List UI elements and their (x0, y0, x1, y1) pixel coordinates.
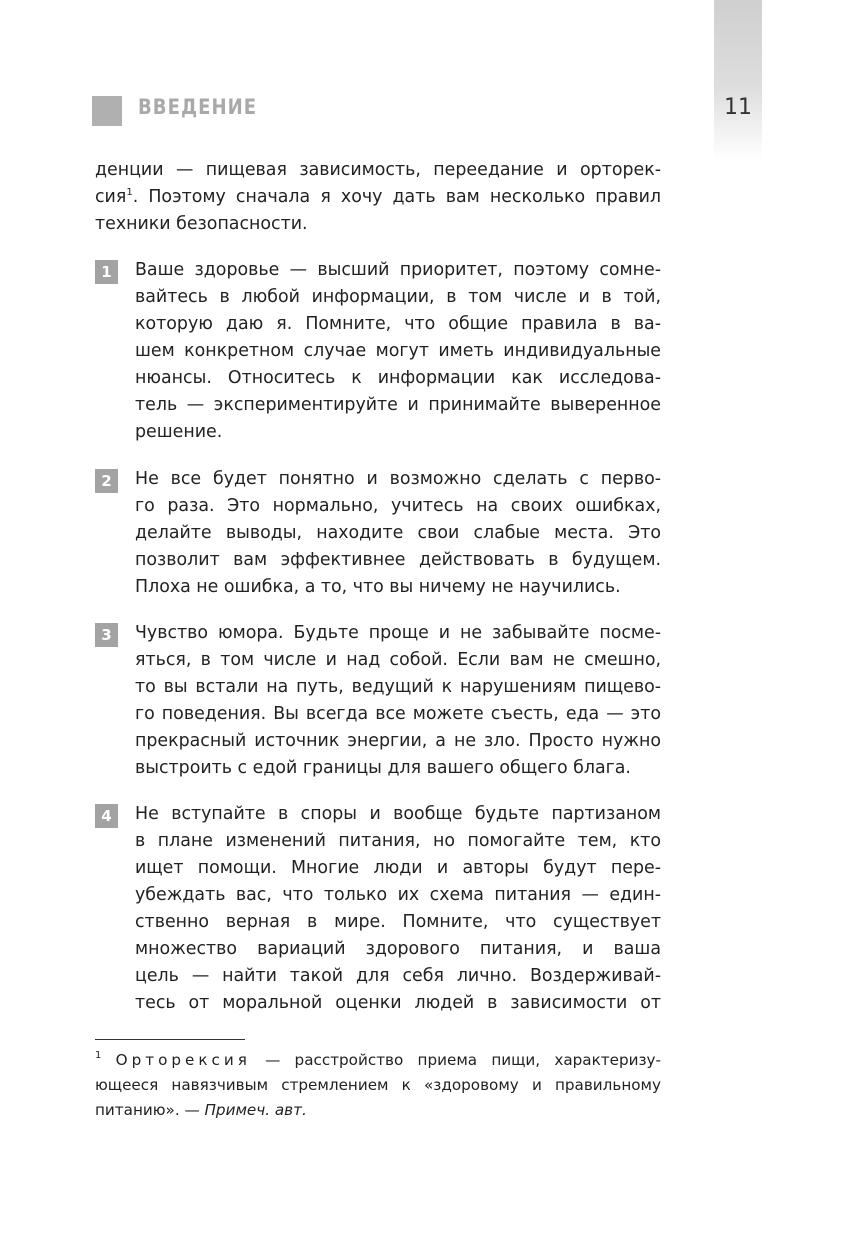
footnote-line (95, 1098, 661, 1123)
intro-text: сия (95, 187, 127, 207)
rule-line: вайтесь в любой информации, в том числе и в той, (135, 287, 661, 307)
intro-text: . Поэтому сначала я хочу дать вам несколько правил (132, 187, 661, 207)
rule-line: цель — найти такой для себя лично. Воздерживай- (135, 966, 661, 986)
rule-line: то вы встали на путь, ведущий к нарушениям пищево- (135, 677, 661, 697)
rule-line: ственно верная в мире. Помните, что существует (135, 912, 661, 932)
footnote-line (95, 1048, 661, 1073)
rule-line: го поведения. Вы всегда все можете съесть, еда — это (135, 704, 661, 724)
rule-line: тесь от моральной оценки людей в зависимости от (135, 993, 661, 1013)
footnote-divider (95, 1039, 245, 1040)
rule-text (135, 257, 661, 446)
rule-line: Плоха не ошибка, а то, что вы ничему не научились. (135, 577, 621, 597)
rule-line: решение. (135, 422, 223, 442)
rule-line: Ваше здоровье — высший приоритет, поэтому сомне- (135, 260, 661, 280)
section-marker (92, 96, 122, 126)
rule-number-badge: 4 (95, 804, 118, 828)
footnote-marker: 1 (95, 1050, 102, 1061)
footnote-author-note: Примеч. авт. (204, 1101, 307, 1119)
page-number: 11 (724, 95, 752, 120)
rule-number-badge: 3 (95, 623, 118, 647)
rule-line: яться, в том числе и над собой. Если вам не смешно, (135, 650, 661, 670)
intro-paragraph (95, 157, 661, 238)
rule-line: убеждать вас, что только их схема питания — един- (135, 885, 661, 905)
page-edge-tab (714, 0, 762, 160)
rule-line: тель — экспериментируйте и принимайте выверенное (135, 395, 661, 415)
rule-line: ищет помощи. Многие люди и авторы будут пере- (135, 858, 661, 878)
section-title: ВВЕДЕНИЕ (138, 95, 258, 119)
rule-number-badge: 2 (95, 469, 118, 493)
intro-line: техники безопасности. (95, 214, 308, 234)
rule-text (135, 466, 661, 601)
rule-line: Чувство юмора. Будьте проще и не забывайте посме- (135, 623, 661, 643)
intro-line (95, 184, 661, 211)
rule-line: в плане изменений питания, но помогайте тем, кто (135, 831, 661, 851)
rule-line: прекрасный источник энергии, а не зло. Просто нужно (135, 731, 661, 751)
rule-number-badge: 1 (95, 260, 118, 284)
rule-line: нюансы. Относитесь к информации как исследова- (135, 368, 661, 388)
rule-line: го раза. Это нормально, учитесь на своих ошибках, (135, 496, 661, 516)
footnote-reference: 1 (126, 187, 133, 198)
footnote (95, 1048, 661, 1123)
footnote-line: ющееся навязчивым стремлением к «здоровому и правильному (95, 1076, 661, 1094)
footnote-term: Орторексия (115, 1051, 251, 1069)
rule-line: позволит вам эффективнее действовать в будущем. (135, 550, 661, 570)
rule-text (135, 801, 661, 1017)
footnote-text: питанию». — (95, 1101, 200, 1119)
rule-line: делайте выводы, находите свои слабые места. Это (135, 523, 661, 543)
rule-line: Не все будет понятно и возможно сделать с перво- (135, 469, 661, 489)
rule-line: которую даю я. Помните, что общие правила в ва- (135, 314, 661, 334)
rule-text (135, 620, 661, 782)
rule-line: множество вариаций здорового питания, и ваша (135, 939, 661, 959)
rule-line: Не вступайте в споры и вообще будьте партизаном (135, 804, 661, 824)
footnote-text: — расстройство приема пищи, характеризу- (265, 1051, 662, 1069)
rule-line: выстроить с едой границы для вашего общего блага. (135, 758, 631, 778)
rule-line: шем конкретном случае могут иметь индивидуальные (135, 341, 661, 361)
intro-line: денции — пищевая зависимость, переедание и орторек- (95, 160, 661, 180)
